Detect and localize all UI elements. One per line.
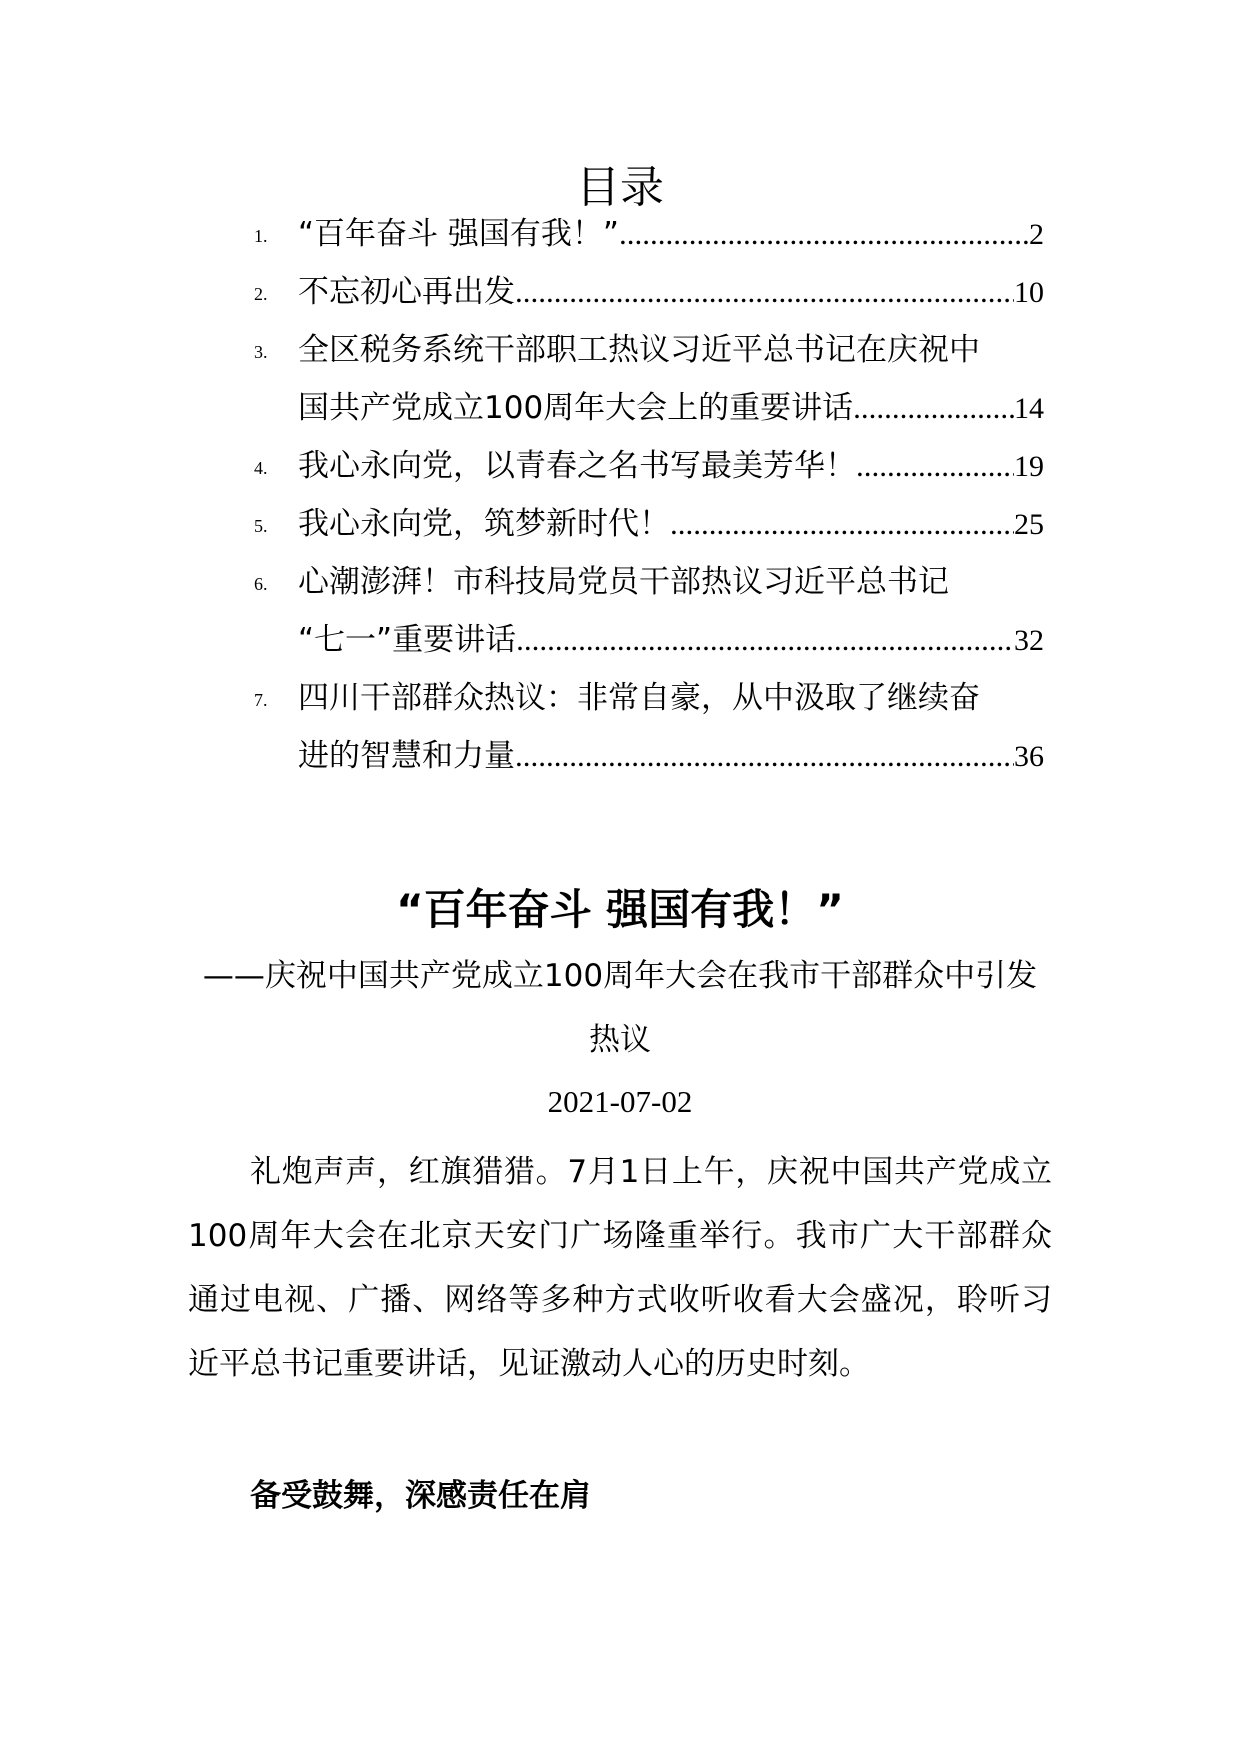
toc-page-number: 36 [1014, 740, 1044, 773]
toc-leader-dots [515, 272, 1014, 312]
toc-entry[interactable] [298, 446, 1044, 486]
toc-entry-number: 7. [254, 690, 268, 710]
toc-page-number: 2 [1029, 218, 1044, 251]
toc-entry-number: 5. [254, 516, 268, 536]
toc-entry-number: 4. [254, 458, 268, 478]
toc-entry-title-line2: “七一”重要讲话 [298, 622, 517, 658]
toc-leader-dots [856, 446, 1014, 486]
toc-entry[interactable] [298, 736, 1044, 776]
toc-entry-number: 3. [254, 342, 268, 362]
toc-title: 目录 [576, 162, 664, 213]
toc-entry[interactable] [298, 388, 1044, 428]
toc-entry[interactable] [298, 272, 1044, 312]
toc-entry-number: 2. [254, 284, 268, 304]
toc-entry-title: 我心永向党，以青春之名书写最美芳华！ [298, 448, 856, 484]
toc-page-number: 25 [1014, 508, 1044, 541]
toc-entry[interactable] [298, 620, 1044, 660]
toc-entry-number: 1. [254, 226, 268, 246]
toc-page-number: 10 [1014, 276, 1044, 309]
toc-page-number: 32 [1014, 624, 1044, 657]
toc-leader-dots [670, 504, 1014, 544]
article-title: “百年奋斗 强国有我！” [396, 885, 844, 934]
toc-entry[interactable] [298, 504, 1044, 544]
toc-page-number: 14 [1014, 392, 1044, 425]
toc-entry-title-line2: 国共产党成立100周年大会上的重要讲话 [298, 390, 854, 426]
toc-entry-title: 我心永向党，筑梦新时代！ [298, 506, 670, 542]
article-date: 2021-07-02 [547, 1084, 693, 1119]
article-subtitle: ——庆祝中国共产党成立100周年大会在我市干部群众中引发热议 [202, 958, 1038, 1058]
toc-entry-number: 6. [254, 574, 268, 594]
toc-entry[interactable] [298, 214, 1044, 254]
toc-entry-title-line1[interactable]: 四川干部群众热议：非常自豪，从中汲取了继续奋 [298, 680, 980, 716]
section-heading: 备受鼓舞，深感责任在肩 [250, 1478, 591, 1514]
toc-entry-title: “百年奋斗 强国有我！” [298, 216, 619, 252]
toc-leader-dots [619, 214, 1029, 254]
toc-page-number: 19 [1014, 450, 1044, 483]
toc-entry-title-line1[interactable]: 心潮澎湃！市科技局党员干部热议习近平总书记 [298, 564, 949, 600]
article-body-paragraph: 礼炮声声，红旗猎猎。7月1日上午，庆祝中国共产党成立100周年大会在北京天安门广场隆重举行。我市广大干部群众通过电视、广播、网络等多种方式收听收看大会盛况，聆听习近平总书记重要讲话，见证激动人心的历史时刻。 [188, 1154, 1052, 1382]
toc-entry-title: 不忘初心再出发 [298, 274, 515, 310]
toc-leader-dots [853, 388, 1014, 428]
toc-leader-dots [515, 736, 1014, 776]
toc-entry-title-line1[interactable]: 全区税务系统干部职工热议习近平总书记在庆祝中 [298, 332, 980, 368]
toc-leader-dots [516, 620, 1014, 660]
toc-entry-title-line2: 进的智慧和力量 [298, 738, 515, 774]
